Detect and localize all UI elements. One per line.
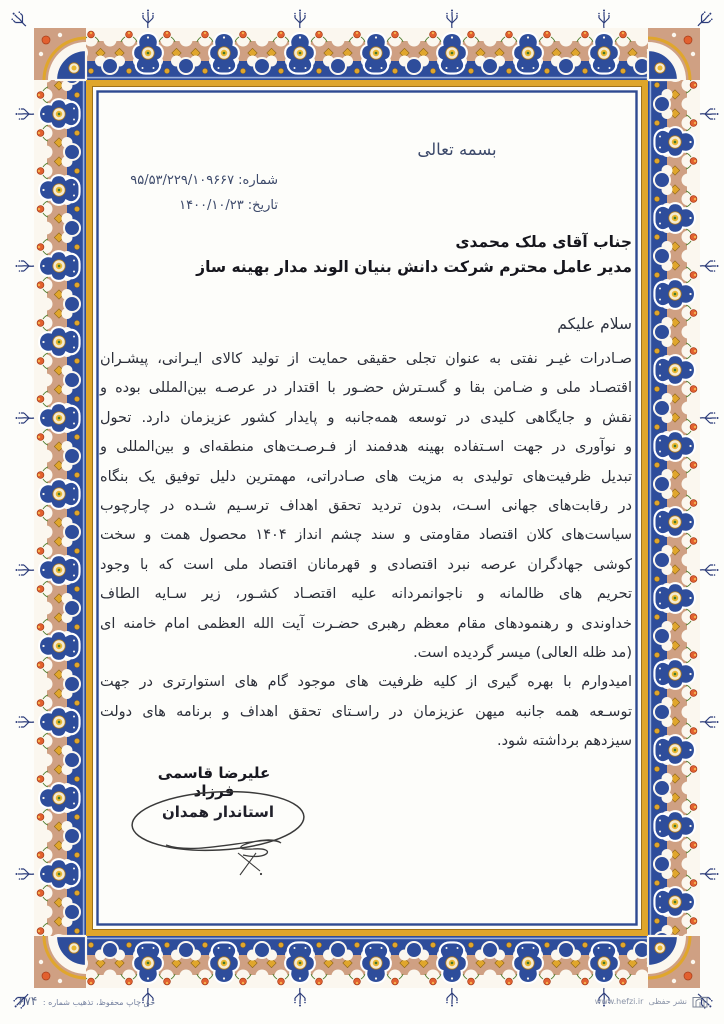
body-line: خداوندی و رهنمودهای مقام معظم رهبری حضـرت آیت الله العظمی امام خامنه ای xyxy=(100,615,632,632)
body-line: امیدوارم با بهره گیری از کلیه ظرفیت های موجود گام های استوارتری در جهت xyxy=(100,674,632,691)
reference-block xyxy=(94,168,278,218)
publisher-name: نشر حفظی xyxy=(648,997,687,1006)
body-line: اقتصـاد ملی و ضـامن بقا و گسـترش حضـور با اقتدار در عرصـه بین‌المللی بوده و xyxy=(100,380,632,397)
body-line: تحریم های ظالمانه و ناجوانمردانه علیه اقتصـاد کشـور، زیر سـایه الطاف xyxy=(100,586,632,603)
body-line: (مد ظله العالی) میسر گردیده است. xyxy=(413,645,632,662)
footer-publisher-block xyxy=(558,995,708,1008)
letter-number-label: شماره: xyxy=(238,173,278,188)
body-line: نقش و جایگاهی کلیدی در توسعه همه‌جانبه و پایدار کشور عزیزمان دارد. تحول xyxy=(100,409,632,426)
footer-copyright-text: حق چاپ محفوظ، تذهیب شماره : xyxy=(42,998,156,1007)
body-line: تبدیل ظرفیت‌های تولیدی به مزیت های صـادراتی، مهمترین دلیل توفیق یک بنگاه xyxy=(100,468,632,485)
letter-date-line xyxy=(94,193,278,218)
letter-date-value: ۱۴۰۰/۱۰/۲۳ xyxy=(179,198,244,213)
signatory-name: علیرضا قاسمی فرزاد xyxy=(157,764,271,800)
body-line: صـادرات غیـر نفتی به عنوان تجلی حقیقی حمایت از تولید کالای ایـرانی، پیشـران xyxy=(100,351,632,367)
letter-body xyxy=(100,345,632,757)
recipient-title: مدیر عامل محترم شرکت دانش بنیان الوند مدار بهینه ساز xyxy=(196,257,632,276)
salutation: سلام علیکم xyxy=(557,315,632,333)
tazhib-number: ۶۷۴ xyxy=(18,994,38,1008)
letter-date-label: تاریخ: xyxy=(247,198,278,213)
bismillah-heading: بسمه تعالی xyxy=(417,140,497,159)
signature-stamp xyxy=(118,783,328,883)
footer-copyright xyxy=(18,994,155,1008)
publisher-url: www.hefzi.ir xyxy=(594,997,644,1006)
publisher-logo-icon xyxy=(692,995,708,1008)
body-line: توسـعه همه جانبه میهن عزیزمان در راسـتای تحقق اهداف و برنامه های دولت xyxy=(100,703,632,720)
letter-number-value: ۹۵/۵۳/۲۲۹/۱۰۹۶۶۷ xyxy=(130,173,235,188)
body-line: در رقابت‌های جهانی اسـت، بدون تردید تحقق اهداف ترسـیم شـده در چارچوب xyxy=(100,498,632,515)
signatory-title: استاندار همدان xyxy=(161,803,274,821)
body-line: سیاست‌های کلان اقتصاد مقاومتی و سند چشم انداز ۱۴۰۴ محصول همت و سخت xyxy=(100,527,632,544)
body-line: و نوآوری در جهت اسـتفاده بهینه هدفمند از فـرصـت‌های منطقه‌ای و بین‌المللی و xyxy=(100,439,632,456)
letter-number-line xyxy=(94,168,278,193)
body-line: سیزدهم برداشته شود. xyxy=(496,733,632,750)
letter-main xyxy=(100,230,632,757)
body-line: کوشی جهادگران عرصه نبرد اقتصادی و قهرمانان اقتصاد ملی است که با وجود xyxy=(100,556,632,573)
recipient-name: جناب آقای ملک محمدی xyxy=(455,233,632,251)
